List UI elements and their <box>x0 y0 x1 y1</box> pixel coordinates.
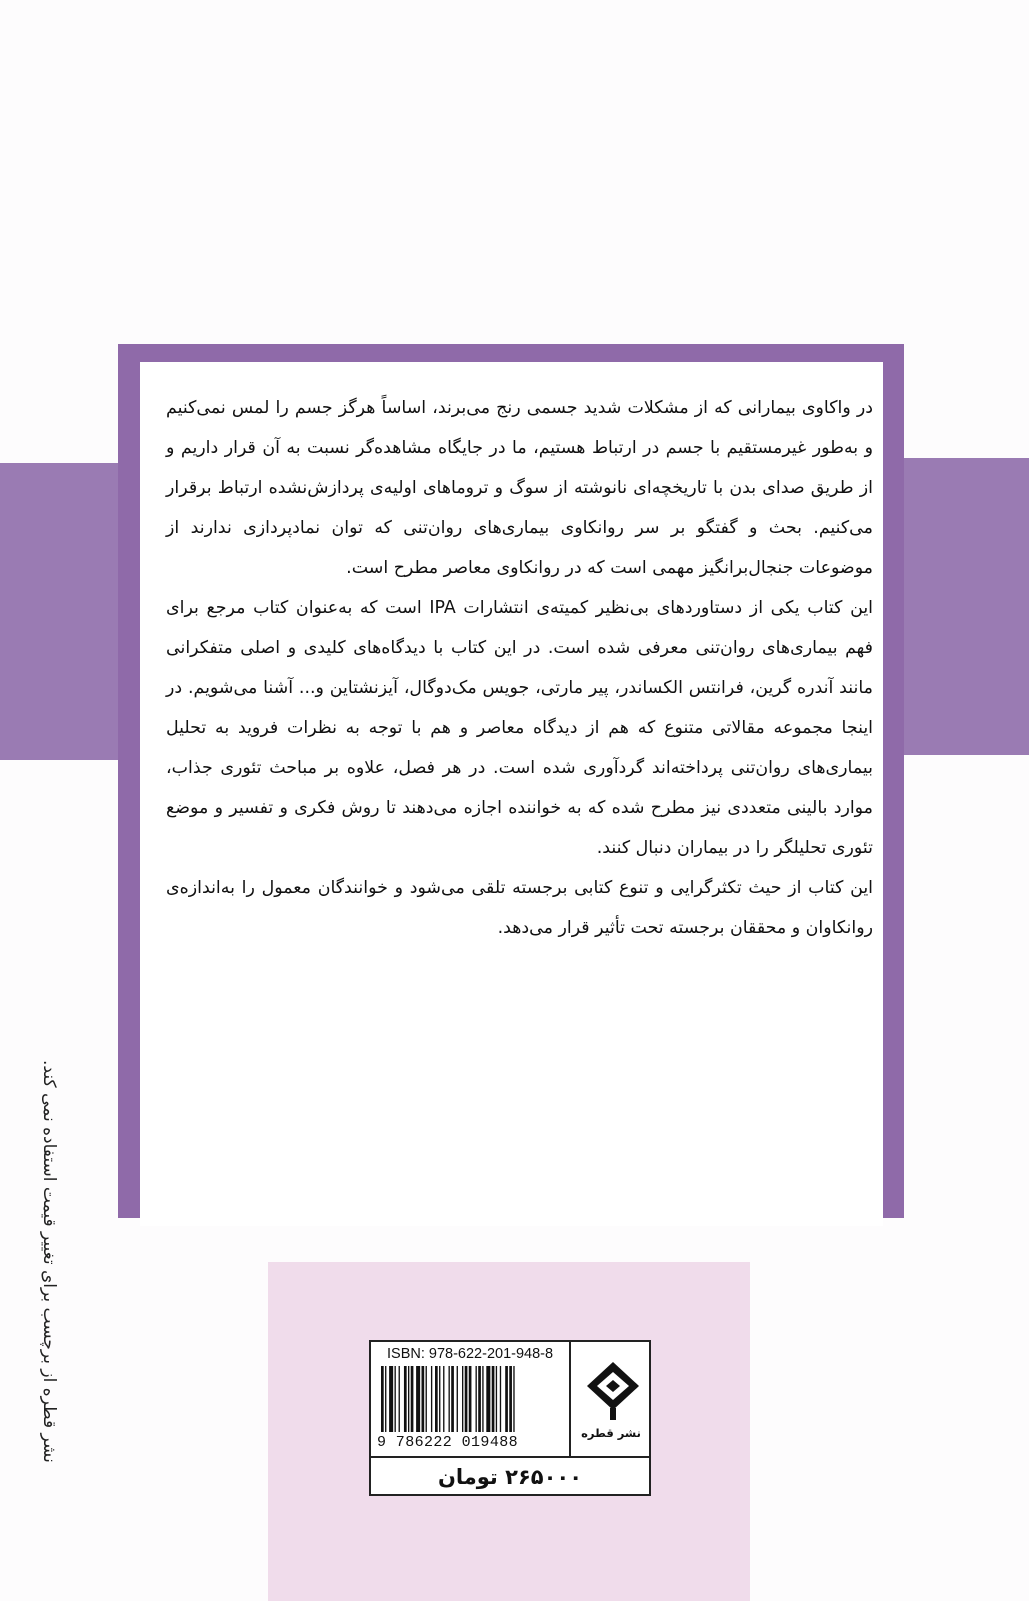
barcode-box <box>369 1340 651 1496</box>
paragraph-2: این کتاب یکی از دستاوردهای بی‌نظیر کمیته‌ی انتشارات IPA است که به‌عنوان کتاب مرجع برای فهم بیماری‌های روان‌تنی معرفی شده است. در این کتاب با دیدگاه‌های کلیدی و اصلی متفکرانی مانند آندره گرین، فرانتس الکساندر، پیر مارتی، جویس مک‌دوگال، آیزنشتاین و... آشنا می‌شویم. در اینجا مجموعه مقالاتی متنوع که هم از دیدگاه معاصر و هم با توجه به نظرات فروید به تحلیل بیماری‌های روان‌تنی پرداخته‌اند گردآوری شده است. در هر فصل، علاوه بر مباحث تئوری جذاب، موارد بالینی متعددی نیز مطرح شده که به خواننده اجازه می‌دهند تا روش فکری و تفسیر و موضع تئوری تحلیلگر را در بیماران دنبال کنند. <box>166 598 873 858</box>
publisher-name: نشر قطره <box>581 1426 641 1440</box>
barcode-bar <box>451 1366 454 1432</box>
barcode-bar <box>482 1366 483 1432</box>
barcode-bar <box>416 1366 420 1432</box>
barcode-digits: 9 786222 019488 <box>377 1434 519 1451</box>
barcode-bar <box>411 1366 414 1432</box>
barcode-bar <box>469 1366 472 1432</box>
barcode-bar <box>457 1366 458 1432</box>
barcode-bar <box>431 1366 432 1432</box>
paragraph-3: این کتاب از حیث تکثرگرایی و تنوع کتابی برجسته تلقی می‌شود و خوانندگان معمول را به‌اندازه‌ی روانکاوان و محققان برجسته تحت تأثیر قرار می‌دهد. <box>166 878 873 938</box>
barcode-bar <box>399 1366 400 1432</box>
purple-band-right <box>890 458 1029 755</box>
barcode-bar <box>513 1366 514 1432</box>
barcode-bar <box>395 1366 396 1432</box>
barcode-bar <box>408 1366 409 1432</box>
barcode-bar <box>404 1366 407 1432</box>
price-label: ۲۶۵۰۰۰ تومان <box>437 1465 583 1489</box>
paragraph-1: در واکاوی بیمارانی که از مشکلات شدید جسمی رنج می‌برند، اساساً هرگز جسم را لمس نمی‌کنیم و به‌طور غیرمستقیم با جسم در ارتباط هستیم، ما در جایگاه مشاهده‌گر نسبت به آن قرار داریم و از طریق صدای بدن با تاریخچه‌ای نانوشته از سوگ و تروماهای اولیه‌ی پردازش‌نشده ارتباط برقرار می‌کنیم. بحث و گفتگو بر سر روانکاوی بیماری‌های روان‌تنی که توان نمادپردازی ندارند از موضوعات جنجال‌برانگیز مهمی است که در روانکاوی معاصر مطرح است. <box>166 398 873 578</box>
barcode-bar <box>381 1366 384 1432</box>
barcode-bar <box>449 1366 450 1432</box>
barcode-bar <box>478 1366 481 1432</box>
barcode-bar <box>492 1366 495 1432</box>
barcode-icon <box>379 1366 563 1432</box>
barcode-bar <box>385 1366 386 1432</box>
barcode-bar <box>435 1366 438 1432</box>
barcode-bar <box>500 1366 501 1432</box>
barcode-bar <box>443 1366 444 1432</box>
barcode-bar <box>426 1366 427 1432</box>
description-panel <box>140 362 883 1226</box>
barcode-bar <box>389 1366 393 1432</box>
qatreh-logo-icon <box>585 1360 641 1422</box>
divider-vertical <box>569 1342 571 1456</box>
barcode-bar <box>462 1366 463 1432</box>
barcode-bar <box>465 1366 468 1432</box>
barcode-bar <box>496 1366 497 1432</box>
barcode-bar <box>486 1366 490 1432</box>
barcode-bar <box>509 1366 512 1432</box>
barcode-bar <box>422 1366 425 1432</box>
barcode-bar <box>505 1366 508 1432</box>
spine-note: نشر قطره از برچسب برای تغییر قیمت استفاده نمی کند. <box>39 1060 59 1463</box>
barcode-bar <box>439 1366 440 1432</box>
barcode-bar <box>476 1366 477 1432</box>
isbn-label: ISBN: 978-622-201-948-8 <box>387 1346 554 1362</box>
